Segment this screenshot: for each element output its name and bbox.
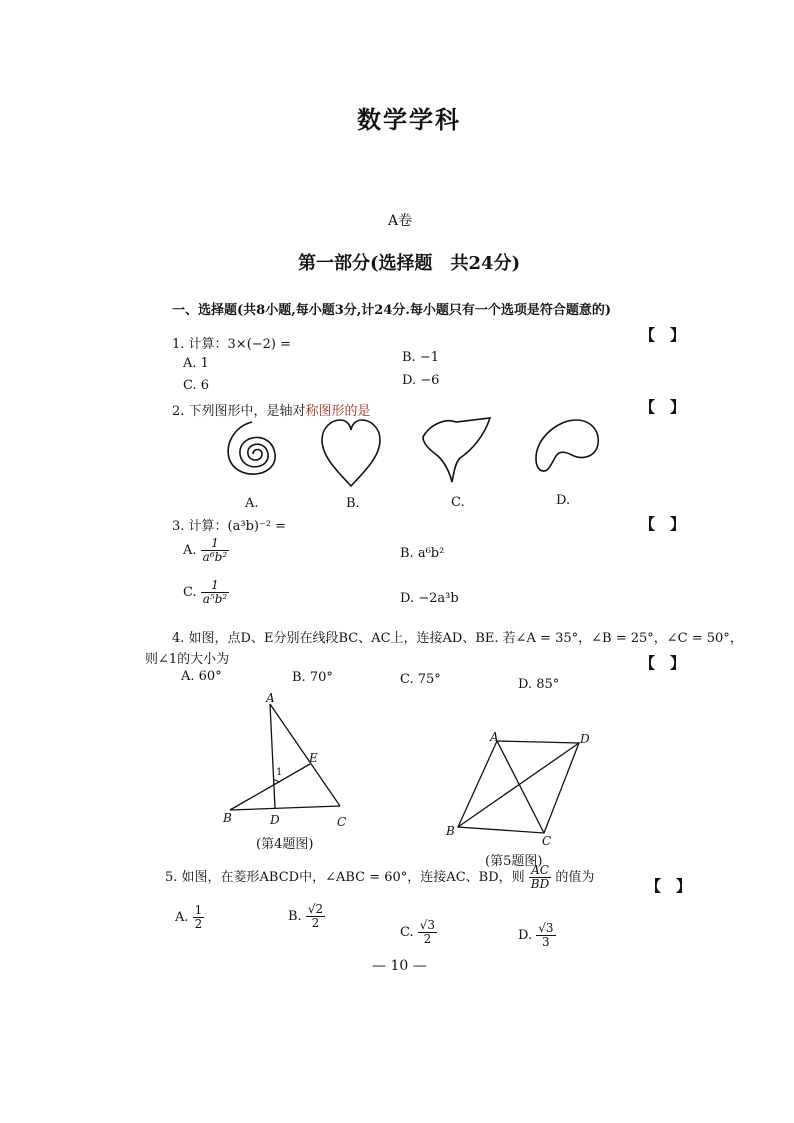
label-e: E (309, 751, 318, 765)
q5-option-d-denominator: 3 (542, 935, 550, 949)
label-c: C (542, 834, 552, 848)
spiral-figure[interactable] (228, 422, 275, 474)
question-5-stem (165, 864, 594, 891)
question-4-stem-line2: 则∠1的大小为 (145, 652, 230, 667)
segment-ad (270, 704, 275, 808)
label-angle-1: 1 (276, 767, 283, 778)
q5-option-b-label: B. (288, 909, 302, 924)
q5-stem-prefix: 5. 如图，在菱形ABCD中，∠ABC = 60°，连接AC、BD，则 (165, 870, 525, 885)
q5-option-d[interactable] (518, 922, 556, 949)
section-heading: 一、选择题(共8小题,每小题3分,计24分.每小题只有一个选项是符合题意的) (172, 303, 612, 318)
q3-option-c-denominator: a⁵b² (202, 592, 228, 606)
fan-leaf-figure[interactable] (423, 418, 490, 482)
q2-stem-colored: 称图形的是 (305, 404, 371, 419)
q5-option-a-denominator: 2 (194, 917, 203, 931)
q5-fraction-denominator: BD (530, 877, 550, 891)
label-b: B (446, 824, 455, 838)
q5-option-a[interactable] (175, 904, 204, 931)
q4-option-a[interactable]: A. 60° (181, 669, 222, 684)
q3-option-c-label: C. (183, 585, 197, 600)
segment-be (230, 764, 310, 810)
part-title: 第一部分(选择题 共24分) (298, 253, 521, 274)
q5-stem-suffix: 的值为 (555, 870, 595, 885)
rhombus-abcd (458, 741, 579, 833)
q5-option-c-label: C. (400, 925, 414, 940)
q3-option-c-numerator: 1 (201, 579, 229, 593)
segment-ac (270, 704, 340, 806)
label-a: A (266, 691, 275, 705)
volume-label: A卷 (388, 213, 413, 229)
q1-option-b[interactable]: B. −1 (402, 350, 439, 365)
q5-option-b-numerator: √2 (307, 902, 324, 916)
answer-bracket-5[interactable]: 【 】 (646, 877, 692, 895)
q5-option-b-fraction (306, 903, 325, 930)
q3-option-c[interactable] (183, 579, 229, 606)
q5-figure-caption: (第5题图) (485, 854, 543, 869)
q5-option-c-denominator: 2 (423, 932, 432, 946)
q2-label-a[interactable]: A. (245, 496, 259, 511)
answer-bracket-1[interactable]: 【 】 (640, 326, 686, 344)
q3-option-c-fraction (201, 579, 229, 606)
q3-option-a-numerator: 1 (201, 537, 229, 551)
q5-fraction-numerator: AC (529, 864, 551, 878)
q2-figures (218, 412, 608, 494)
q1-option-a[interactable]: A. 1 (183, 356, 209, 371)
q5-rhombus-figure (440, 725, 600, 850)
answer-bracket-4[interactable]: 【 】 (640, 654, 686, 672)
q5-stem-fraction (529, 864, 551, 891)
q5-option-a-label: A. (175, 910, 189, 925)
q5-option-a-fraction (193, 904, 205, 931)
q5-option-d-numerator: √3 (538, 921, 554, 935)
hook-figure[interactable] (536, 420, 598, 471)
q5-option-d-fraction (536, 922, 555, 949)
q5-option-b[interactable] (288, 903, 325, 930)
question-4-stem-line1: 4. 如图，点D、E分别在线段BC、AC上，连接AD、BE. 若∠A = 35°，∠B = 25°，∠C = 50°， (172, 631, 743, 646)
label-c: C (337, 815, 347, 829)
q5-option-c-fraction (418, 919, 437, 946)
q3-option-b[interactable]: B. a⁶b² (400, 546, 445, 561)
q3-option-a-fraction (201, 537, 229, 564)
label-b: B (223, 811, 232, 825)
q5-option-c[interactable] (400, 919, 437, 946)
label-d: D (270, 813, 280, 827)
answer-bracket-2[interactable]: 【 】 (640, 398, 686, 416)
q5-option-d-label: D. (518, 928, 533, 943)
q2-label-d[interactable]: D. (556, 493, 571, 508)
label-d: D (580, 732, 590, 746)
q2-stem-prefix: 2. 下列图形中，是轴对 (172, 404, 306, 419)
label-a: A (490, 730, 499, 744)
q2-label-b[interactable]: B. (346, 496, 360, 511)
diagonal-ac (497, 741, 544, 833)
q1-option-c[interactable]: C. 6 (183, 378, 210, 393)
q3-option-a-label: A. (183, 543, 197, 558)
q5-option-b-denominator: 2 (311, 916, 320, 930)
q1-option-d[interactable]: D. −6 (402, 373, 440, 388)
heart-figure[interactable] (322, 420, 380, 486)
q4-option-c[interactable]: C. 75° (400, 672, 441, 687)
q4-figure-caption: (第4题图) (256, 837, 314, 852)
question-3-stem: 3. 计算：(a³b)⁻² = (172, 519, 287, 534)
diagonal-bd (458, 743, 579, 827)
q5-option-c-numerator: √3 (419, 918, 436, 932)
q3-option-d[interactable]: D. −2a³b (400, 591, 459, 606)
page-title: 数学学科 (357, 105, 461, 134)
page-number: — 10 — (372, 958, 427, 974)
q4-option-d[interactable]: D. 85° (518, 677, 560, 692)
q3-option-a-denominator: a⁶b² (202, 550, 228, 564)
q4-triangle-figure (215, 688, 365, 833)
q4-option-b[interactable]: B. 70° (292, 670, 333, 685)
q5-option-a-numerator: 1 (194, 903, 203, 917)
question-1-stem: 1. 计算：3×(−2) = (172, 337, 292, 352)
q2-label-c[interactable]: C. (451, 495, 465, 510)
q3-option-a[interactable] (183, 537, 229, 564)
answer-bracket-3[interactable]: 【 】 (640, 515, 686, 533)
segment-bc (230, 806, 340, 810)
